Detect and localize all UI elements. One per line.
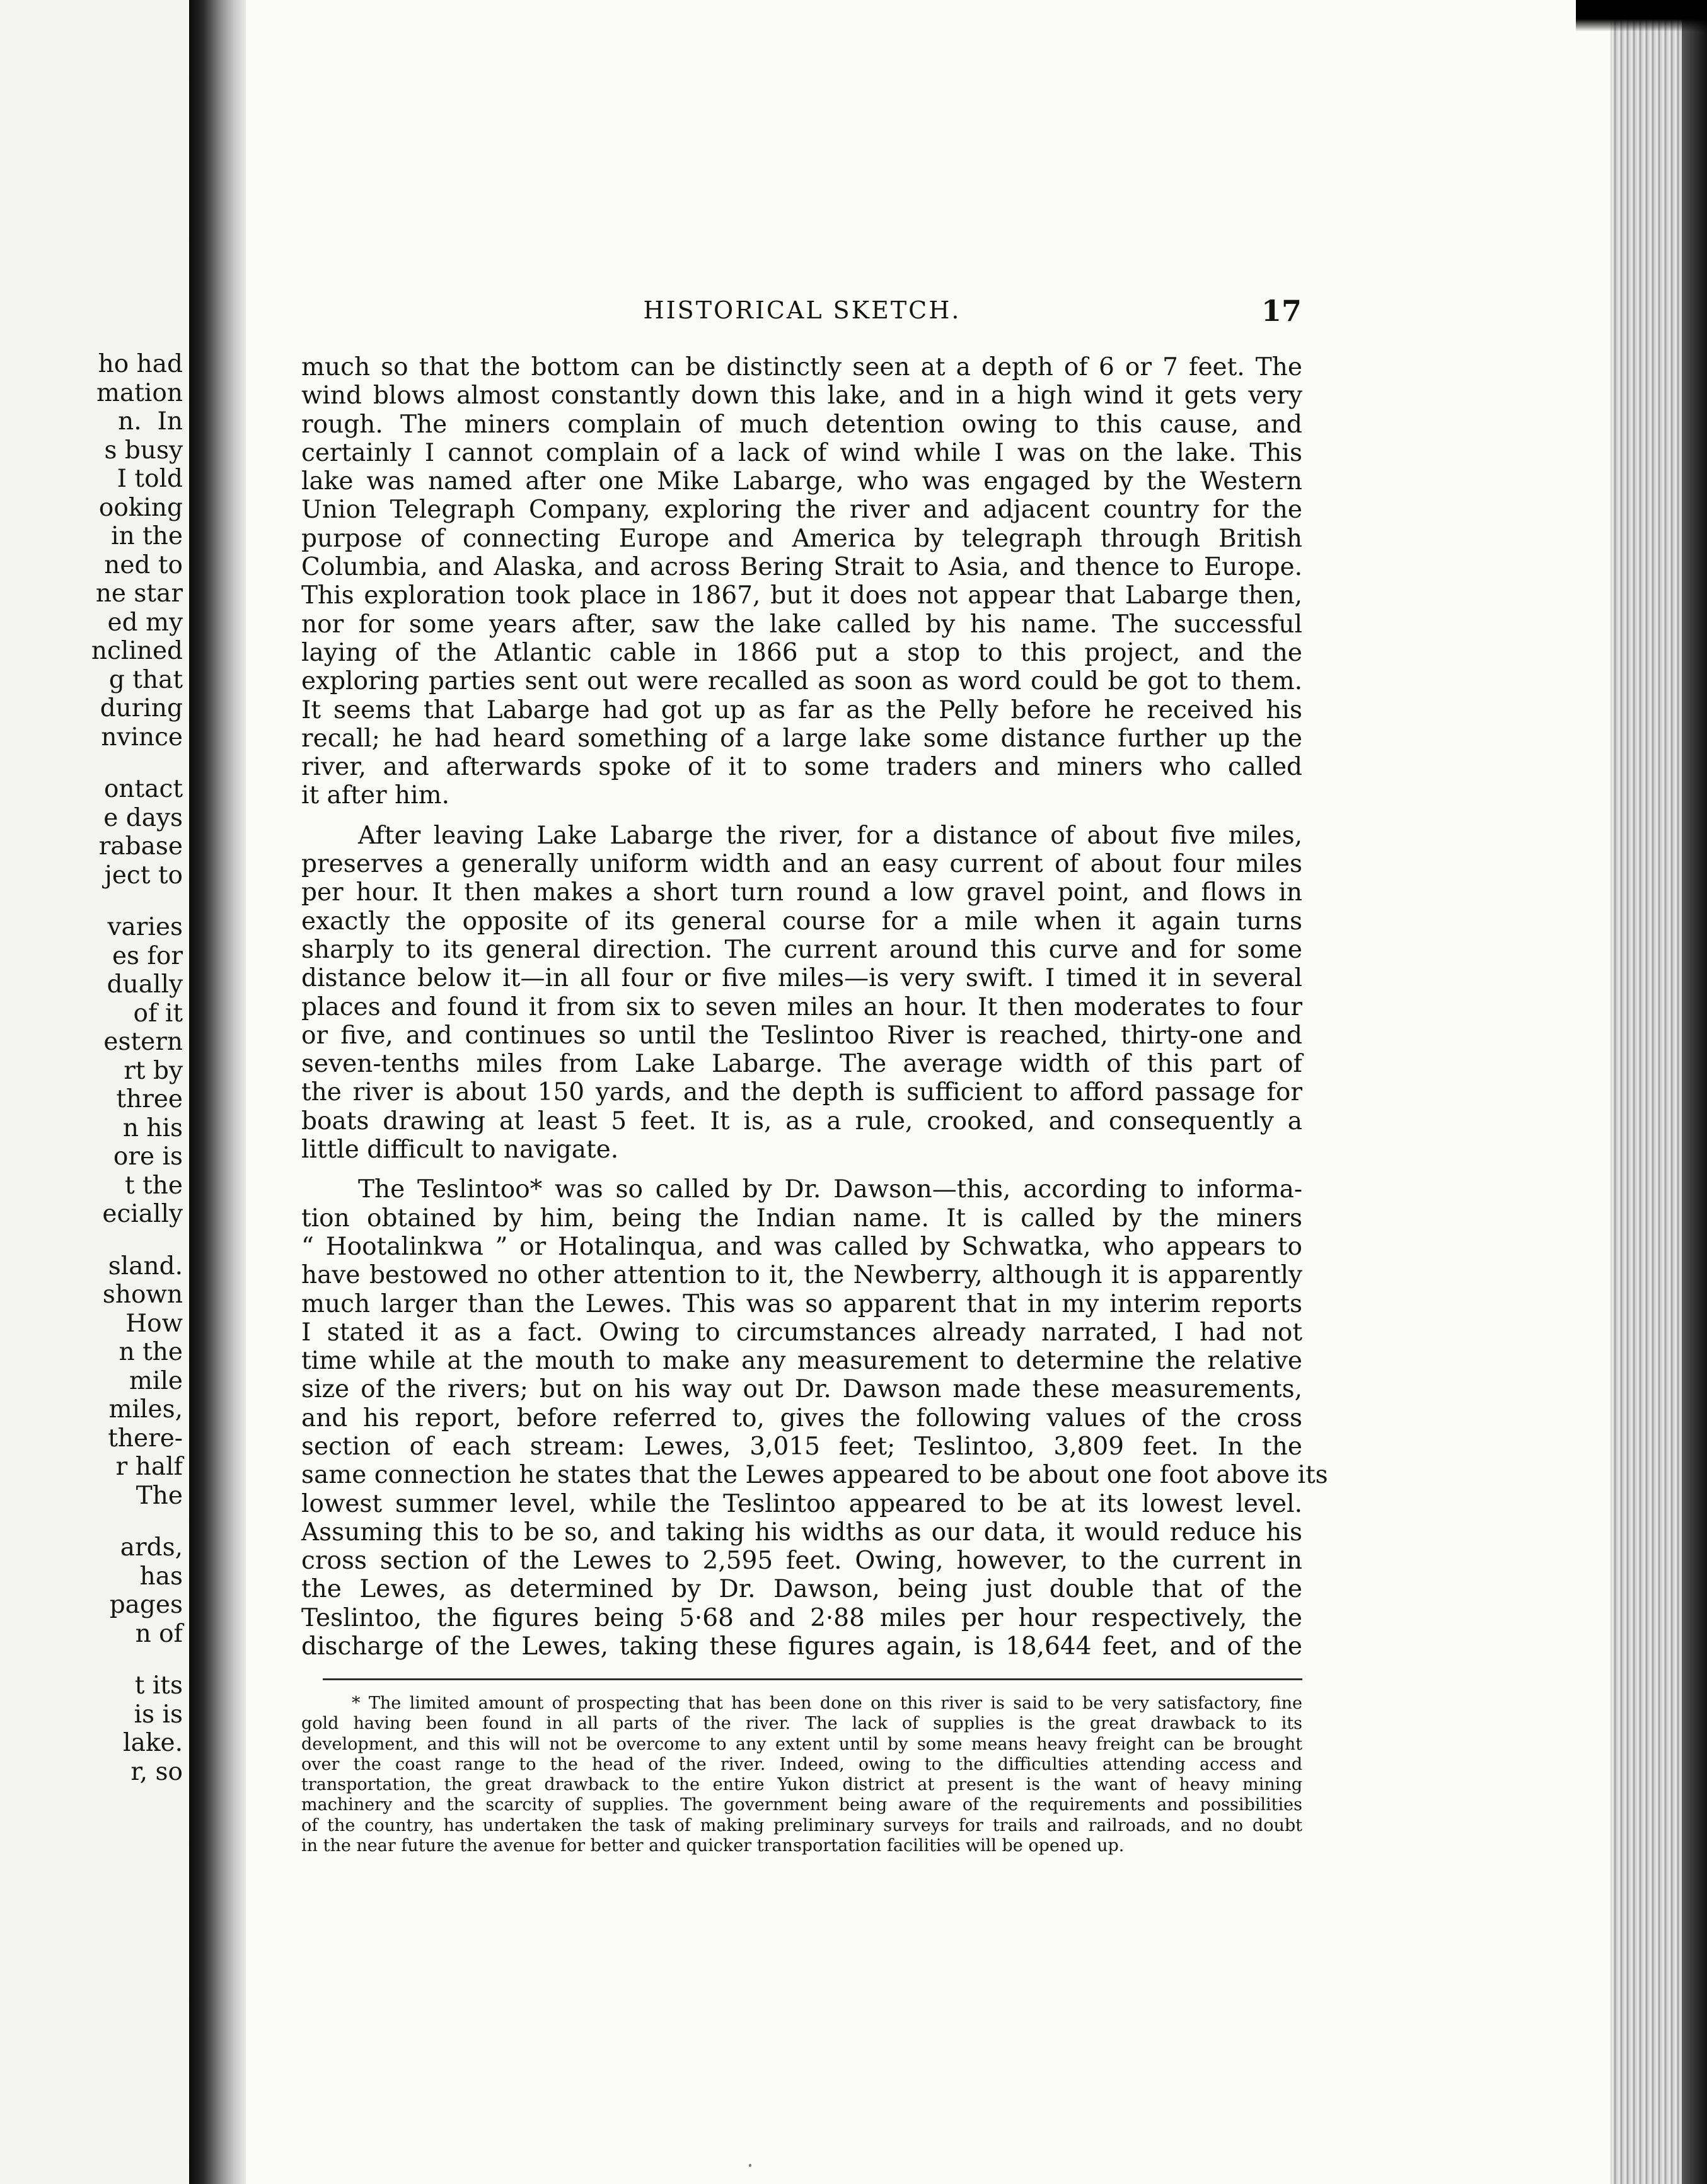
facing-page-line: is is	[134, 1700, 183, 1729]
facing-page-gap	[0, 1229, 183, 1252]
text-line: river, and afterwards spoke of it to some traders and miners who called	[301, 753, 1302, 782]
facing-page-line: r half	[115, 1453, 183, 1481]
text-line: rough. The miners complain of much detention owing to this cause, and	[301, 410, 1302, 439]
footnote-line: in the near future the avenue for better and quicker transportation facilities will be opened up.	[301, 1836, 1125, 1856]
facing-page-line: t the	[125, 1171, 183, 1200]
text-line: and his report, before referred to, gives the following values of the cross	[301, 1403, 1302, 1432]
body-text	[301, 353, 1328, 1672]
text-line: “ Hootalinkwa ” or Hotalinqua, and was called by Schwatka, who appears to	[301, 1232, 1302, 1261]
facing-page-line: n of	[135, 1619, 183, 1648]
facing-page-line: of it	[133, 999, 183, 1028]
page-edge-stack	[1611, 0, 1707, 2184]
text-line: Assuming this to be so, and taking his widths as our data, it would reduce his	[301, 1518, 1302, 1547]
text-line: cross section of the Lewes to 2,595 feet. Owing, however, to the current in	[301, 1547, 1302, 1576]
text-line: seven-tenths miles from Lake Labarge. The average width of this part of	[301, 1050, 1302, 1079]
footnote-line: transportation, the great drawback to the entire Yukon district at present is the want of heavy mining	[301, 1775, 1302, 1795]
text-line: This exploration took place in 1867, but it does not appear that Labarge then,	[301, 581, 1302, 610]
text-line: purpose of connecting Europe and America by telegraph through British	[301, 524, 1302, 553]
text-line: distance below it—in all four or five miles—is very swift. I timed it in several	[301, 964, 1302, 993]
text-line: same connection he states that the Lewes appeared to be about one foot above its	[301, 1461, 1328, 1490]
facing-page-line: n. In	[118, 407, 183, 436]
text-line: sharply to its general direction. The current around this curve and for some	[301, 935, 1302, 964]
text-line: per hour. It then makes a short turn round a low gravel point, and flows in	[301, 878, 1302, 907]
text-line: Columbia, and Alaska, and across Bering Strait to Asia, and thence to Europe.	[301, 553, 1302, 582]
facing-page-line: three	[116, 1085, 183, 1113]
running-head	[303, 294, 1302, 329]
facing-page-line: pages	[109, 1591, 183, 1619]
facing-page-line: ontact	[103, 775, 183, 803]
book-gutter	[189, 0, 246, 2184]
facing-page-text	[0, 350, 183, 1786]
text-line: have bestowed no other attention to it, the Newberry, although it is apparently	[301, 1261, 1302, 1290]
background-edge	[1682, 0, 1707, 2184]
footnote-line: * The limited amount of prospecting that has been done on this river is said to be very satisfactory, fine	[352, 1693, 1302, 1713]
text-line: size of the rivers; but on his way out Dr. Dawson made these measurements,	[301, 1375, 1302, 1404]
text-line: or five, and continues so until the Teslintoo River is reached, thirty-one and	[301, 1021, 1302, 1050]
facing-page-line: has	[139, 1562, 183, 1591]
text-line: I stated it as a fact. Owing to circumstances already narrated, I had not	[301, 1318, 1302, 1347]
text-line: It seems that Labarge had got up as far as the Pelly before he received his	[301, 695, 1302, 724]
text-line: exactly the opposite of its general course for a mile when it again turns	[301, 907, 1302, 936]
facing-page-line: ned to	[104, 550, 183, 579]
facing-page-line: estern	[103, 1028, 183, 1056]
facing-page-line: ards,	[120, 1533, 183, 1562]
text-line: certainly I cannot complain of a lack of wind while I was on the lake. This	[301, 438, 1302, 467]
paragraph	[301, 353, 1302, 810]
footnote-line: development, and this will not be overcome to any extent until by some means heavy freight can be brought	[301, 1734, 1302, 1754]
text-line: discharge of the Lewes, taking these figures again, is 18,644 feet, and of the	[301, 1632, 1302, 1661]
facing-page-line: The	[136, 1481, 183, 1510]
facing-page-gap	[0, 1510, 183, 1533]
paragraph	[301, 822, 1302, 1165]
facing-page-gap	[0, 752, 183, 775]
text-line: preserves a generally uniform width and an easy current of about four miles	[301, 850, 1302, 879]
scan-top-shadow	[1576, 0, 1707, 32]
facing-page-line: mation	[96, 378, 183, 407]
paragraph	[301, 1175, 1328, 1661]
facing-page-line: rt by	[124, 1056, 183, 1085]
facing-page-line: dually	[107, 970, 183, 999]
facing-page-line: shown	[102, 1281, 183, 1309]
text-line: the river is about 150 yards, and the depth is sufficient to afford passage for	[301, 1078, 1302, 1107]
facing-page-line: ed my	[107, 608, 183, 637]
text-line: recall; he had heard something of a large lake some distance further up the	[301, 724, 1302, 753]
facing-page-fragment	[0, 0, 189, 2184]
footnote	[301, 1693, 1302, 1856]
facing-page-line: es for	[112, 941, 183, 970]
text-line: the Lewes, as determined by Dr. Dawson, being just double that of the	[301, 1575, 1302, 1604]
text-line: lowest summer level, while the Teslintoo appeared to be at its lowest level.	[301, 1489, 1302, 1518]
running-head-title: HISTORICAL SKETCH.	[643, 296, 961, 324]
facing-page-line: rabase	[98, 832, 183, 861]
text-line: wind blows almost constantly down this lake, and in a high wind it gets very	[301, 381, 1302, 410]
text-line: boats drawing at least 5 feet. It is, as a rule, crooked, and consequently a	[301, 1107, 1302, 1136]
facing-page-line: ject to	[104, 861, 183, 890]
facing-page-line: lake.	[123, 1729, 183, 1757]
text-line: time while at the mouth to make any measurement to determine the relative	[301, 1347, 1302, 1376]
text-line: Teslintoo, the figures being 5·68 and 2·88 miles per hour respectively, the	[301, 1603, 1302, 1632]
text-line: Union Telegraph Company, exploring the river and adjacent country for the	[301, 496, 1302, 525]
text-line: it after him.	[301, 781, 449, 810]
facing-page-line: e days	[103, 803, 183, 832]
text-line: tion obtained by him, being the Indian name. It is called by the miners	[301, 1204, 1302, 1233]
facing-page-gap	[0, 1648, 183, 1671]
facing-page-line: r, so	[130, 1757, 183, 1786]
text-line: much so that the bottom can be distinctly seen at a depth of 6 or 7 feet. The	[301, 353, 1302, 381]
facing-page-line: varies	[107, 913, 183, 941]
facing-page-line: nvince	[101, 723, 183, 752]
facing-page-line: mile	[129, 1366, 183, 1395]
footnote-line: over the coast range to the head of the river. Indeed, owing to the difficulties attending access and	[301, 1754, 1302, 1774]
text-line: places and found it from six to seven miles an hour. It then moderates to four	[301, 992, 1302, 1021]
scan-speck	[749, 2164, 751, 2167]
facing-page-line: nclined	[91, 637, 183, 665]
facing-page-line: t its	[134, 1671, 183, 1700]
facing-page-line: ne star	[95, 579, 183, 608]
text-line: lake was named after one Mike Labarge, who was engaged by the Western	[301, 467, 1302, 496]
facing-page-line: n the	[119, 1338, 183, 1366]
text-line: section of each stream: Lewes, 3,015 feet; Teslintoo, 3,809 feet. In the	[301, 1432, 1302, 1461]
footnote-line: machinery and the scarcity of supplies. The government being aware of the requirements and possibilities	[301, 1795, 1302, 1815]
footnote-line: gold having been found in all parts of the river. The lack of supplies is the great drawback to its	[301, 1714, 1302, 1734]
facing-page-line: ho had	[98, 350, 183, 378]
facing-page-line: ooking	[98, 493, 183, 522]
footnote-line: of the country, has undertaken the task of making preliminary surveys for trails and railroads, and no doubt	[301, 1815, 1302, 1835]
facing-page-line: during	[100, 694, 183, 723]
facing-page-line: n his	[122, 1113, 183, 1142]
text-line: little difficult to navigate.	[301, 1136, 619, 1165]
facing-page-line: How	[125, 1309, 183, 1338]
facing-page-line: miles,	[108, 1395, 183, 1424]
facing-page-line: in the	[111, 522, 183, 550]
facing-page-line: s busy	[104, 436, 183, 465]
text-line: nor for some years after, saw the lake called by his name. The successful	[301, 610, 1302, 639]
facing-page-line: I told	[117, 465, 183, 493]
text-line: After leaving Lake Labarge the river, for a distance of about five miles,	[358, 821, 1302, 850]
facing-page-gap	[0, 890, 183, 913]
facing-page-line: g that	[108, 665, 183, 694]
text-line: exploring parties sent out were recalled as soon as word could be got to them.	[301, 667, 1302, 696]
text-line: much larger than the Lewes. This was so apparent that in my interim reports	[301, 1289, 1302, 1318]
facing-page-line: ore is	[113, 1142, 183, 1171]
facing-page-line: ecially	[102, 1200, 183, 1228]
facing-page-line: there-	[108, 1424, 183, 1453]
text-line: The Teslintoo* was so called by Dr. Dawson—this, according to informa-	[358, 1175, 1302, 1204]
text-line: laying of the Atlantic cable in 1866 put a stop to this project, and the	[301, 638, 1302, 667]
facing-page-line: sland.	[108, 1252, 183, 1281]
page-number: 17	[1261, 294, 1302, 328]
footnote-rule	[323, 1678, 1302, 1680]
